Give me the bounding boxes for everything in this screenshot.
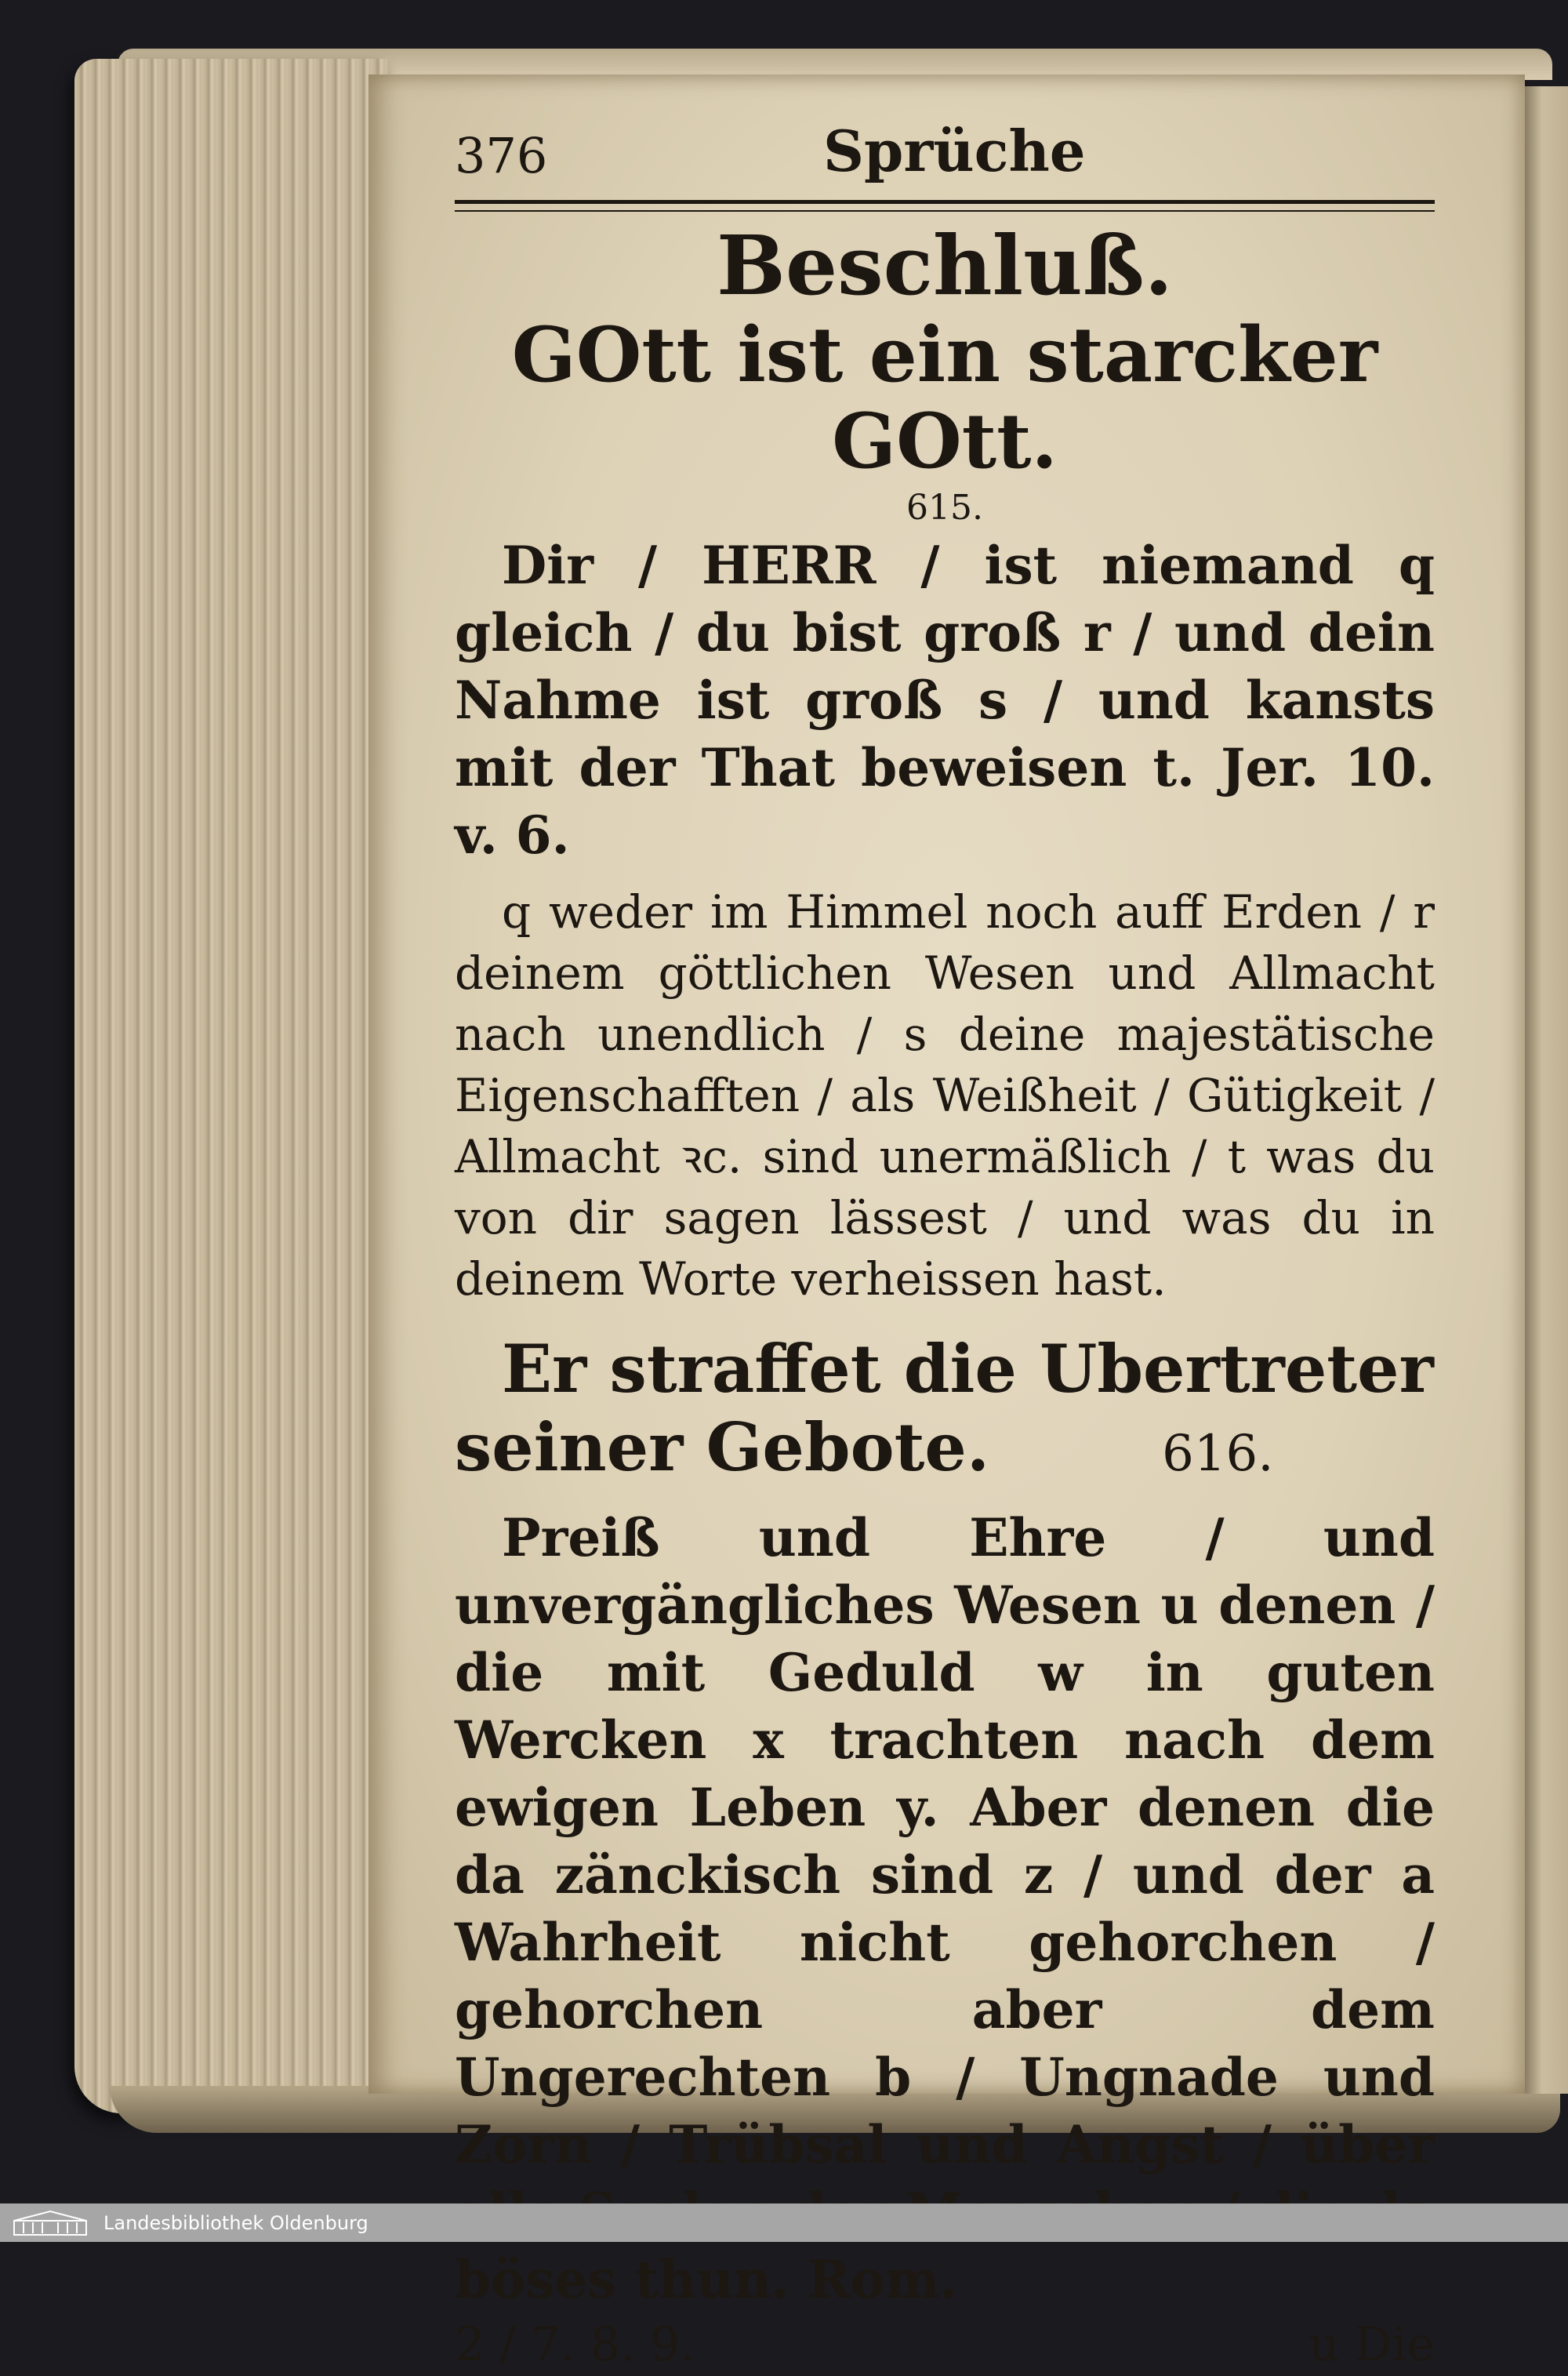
institution-name: Landesbibliothek Oldenburg (103, 2212, 368, 2234)
running-head (455, 118, 1435, 200)
library-logo-icon (11, 2210, 89, 2236)
facing-page-edge (1525, 86, 1568, 2094)
page-number: 376 (455, 127, 548, 184)
header-rule (455, 200, 1435, 212)
page-text (455, 118, 1435, 2376)
section-subheading: GOtt ist ein starcker GOtt. (511, 311, 1378, 485)
page-stack-edge (74, 59, 388, 2113)
catchword: u Die (1308, 2317, 1435, 2372)
reference-line (455, 2313, 1435, 2376)
verse-number-2: 616. (1162, 1425, 1274, 1483)
section-heading-2-text: Er straffet die Ubertreter seiner Gebote. (455, 1330, 1434, 1486)
section-heading-2 (455, 1330, 1435, 1493)
verse-text: Dir / HERR / ist niemand q gleich / du bist groß r / und dein Nahme ist groß s / und kansts mit der That beweisen t. Jer. 10. v. 6. (455, 535, 1435, 866)
gloss-text: q weder im Himmel noch auff Erden / r deinem göttlichen Wesen und Allmacht nach unendlich / s deine majestätische Eigenschafften / als Weißheit / Gütigkeit / Allmacht ꝛc. sind unermäßlich / t was du von dir sagen lässest / und was du in deinem Worte verheissen hast. (455, 885, 1435, 1306)
section-heading: Beschluß. (717, 217, 1173, 314)
verse-reference: 2 / 7. 8. 9. (455, 2317, 695, 2372)
verse-text-2: Preiß und Ehre / und unvergängliches Wesen u denen / die mit Geduld w in guten Wercken x trachten nach dem ewigen Leben y. Aber denen die da zänckisch sind z / und der a Wahrheit nicht gehorchen / gehorchen aber dem Ungerechten b / Ungnade und Zorn / Trübsal und Angst / über böses thun. Rom. (455, 1507, 1435, 2310)
footer-bar (0, 2203, 1568, 2242)
running-title: Sprüche (823, 118, 1086, 184)
verse-number: 615. (906, 488, 983, 528)
